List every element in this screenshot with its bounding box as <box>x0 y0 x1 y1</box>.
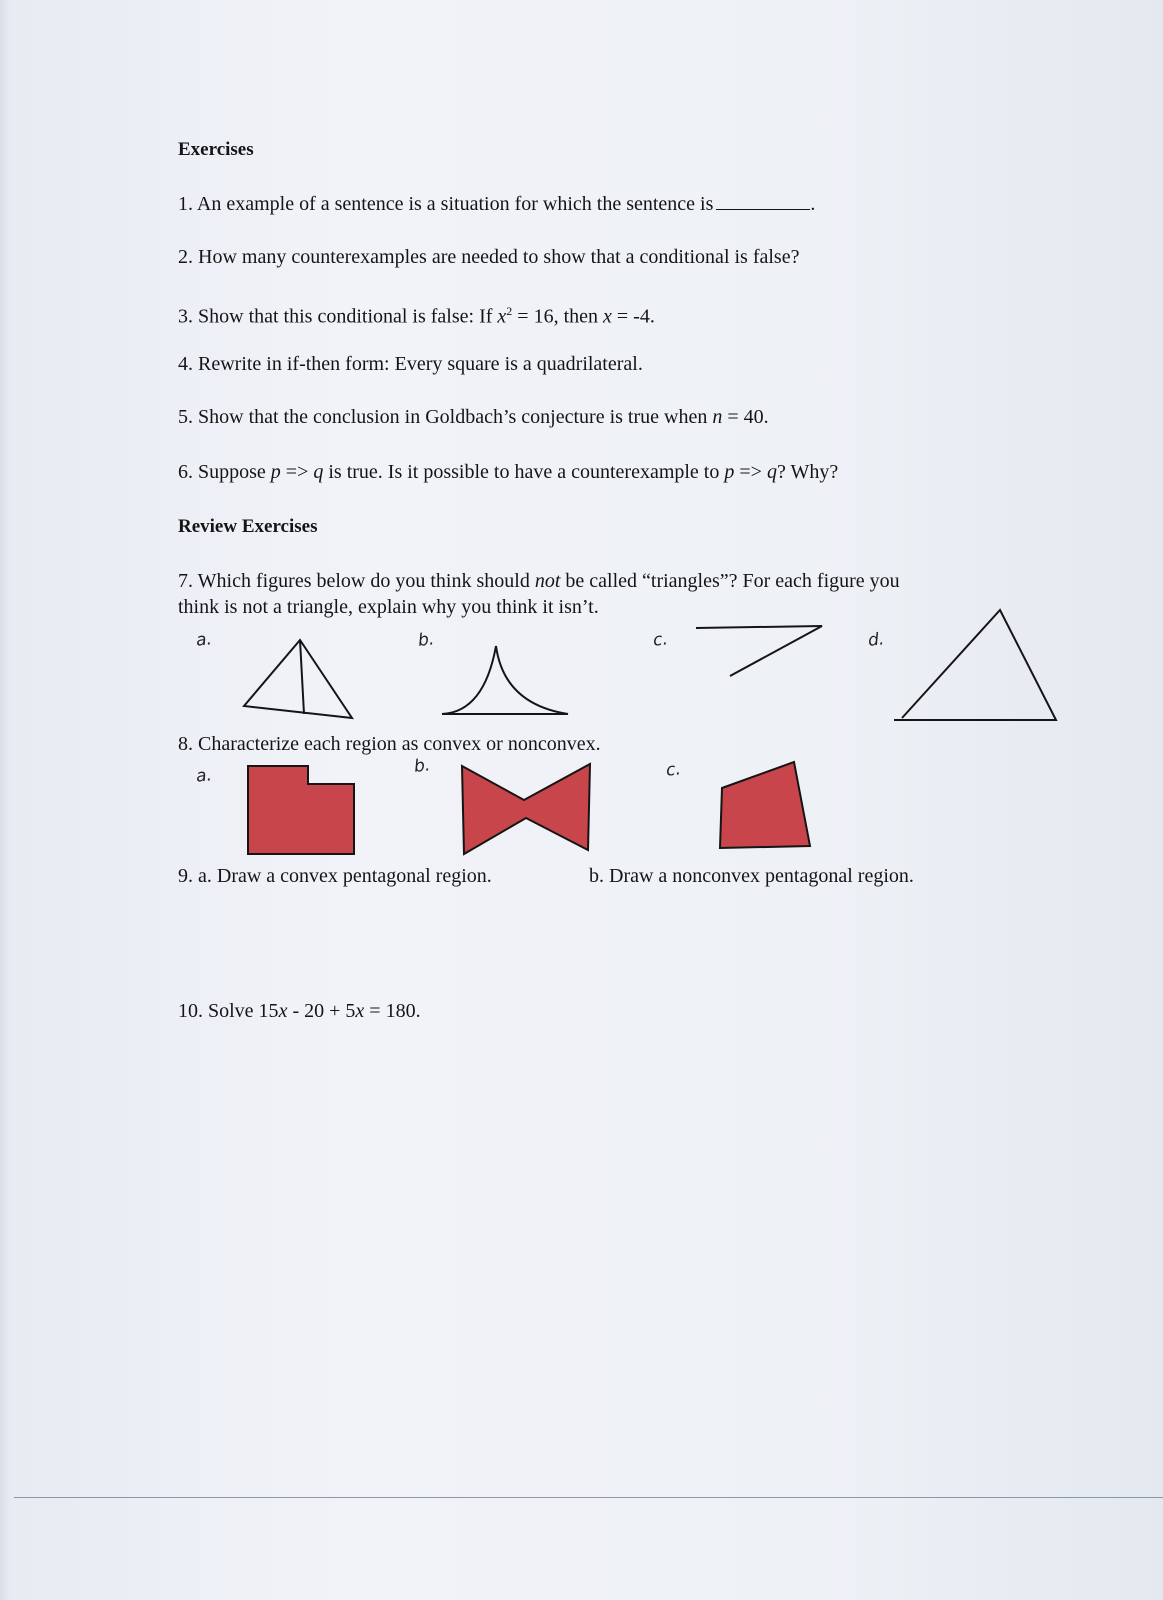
question-4: 4. Rewrite in if-then form: Every square is a quadrilateral. <box>178 353 643 375</box>
q3-var: x <box>603 305 612 328</box>
q3-part: = 16, then <box>512 305 604 328</box>
region-b-bowtie <box>458 760 594 856</box>
q6-var: q <box>766 461 777 483</box>
figure-d-open-triangle <box>888 606 1058 726</box>
q6-part: 6. Suppose <box>178 461 271 483</box>
question-2: 2. How many counterexamples are needed to show that a conditional is false? <box>178 246 800 268</box>
q3-var: x <box>497 305 507 328</box>
region-label-a: a. <box>194 765 213 787</box>
q10-part: 10. Solve 15 <box>178 1000 279 1022</box>
q5-part: = 40. <box>722 406 769 428</box>
q5-part: 5. Show that the conclusion in Goldbach’s conjecture is true when <box>178 406 713 428</box>
q1-end: . <box>810 193 816 215</box>
q7-emphasis: not <box>534 570 561 592</box>
figure-c-triangle <box>690 622 830 682</box>
question-7-line-2: think is not a triangle, explain why you think it isn’t. <box>178 596 599 618</box>
question-5 <box>178 405 769 429</box>
q6-var: q <box>313 461 324 483</box>
figure-a-triangle-with-segment <box>240 636 360 721</box>
q6-part: => <box>280 461 314 483</box>
region-a-l-shape <box>244 762 360 858</box>
scan-bottom-line <box>14 1497 1163 1498</box>
q3-exponent: 2 <box>506 304 513 318</box>
question-7-line-1 <box>178 569 900 593</box>
q7-part: 7. Which figures below do you think should <box>178 570 535 592</box>
region-label-b: b. <box>412 755 432 777</box>
q3-part: = -4. <box>611 305 655 328</box>
region-label-c: c. <box>664 759 682 781</box>
region-c-quadrilateral <box>718 758 814 854</box>
q6-part: => <box>734 461 767 483</box>
review-heading: Review Exercises <box>178 516 318 537</box>
answer-blank <box>716 191 810 210</box>
scan-edge-shadow <box>0 0 10 1600</box>
q6-var: p <box>724 461 735 483</box>
q10-part: - 20 + 5 <box>287 1000 356 1022</box>
q5-var: n <box>712 406 723 428</box>
figure-label-b: b. <box>416 629 436 651</box>
q6-part: is true. Is it possible to have a counterexample to <box>323 461 725 483</box>
figure-label-d: d. <box>866 629 886 651</box>
q3-part: 3. Show that this conditional is false: If <box>178 305 498 328</box>
q10-var: x <box>355 1000 365 1022</box>
q7-part: be called “triangles”? For each figure you <box>560 570 900 592</box>
question-9a: 9. a. Draw a convex pentagonal region. <box>178 865 492 887</box>
figure-b-curved-sides <box>438 640 573 720</box>
q6-part: ? Why? <box>776 461 839 483</box>
question-10 <box>178 999 421 1023</box>
question-6 <box>178 460 838 484</box>
question-1 <box>178 191 815 216</box>
question-3 <box>178 299 655 329</box>
question-8: 8. Characterize each region as convex or nonconvex. <box>178 733 601 755</box>
figure-label-a: a. <box>194 629 213 651</box>
q10-var: x <box>278 1000 288 1022</box>
exercises-heading: Exercises <box>178 139 254 160</box>
q6-var: p <box>270 461 281 483</box>
question-9b: b. Draw a nonconvex pentagonal region. <box>589 865 914 887</box>
q10-part: = 180. <box>364 1000 421 1022</box>
q1-text: 1. An example of a sentence is a situation for which the sentence is <box>178 193 714 215</box>
figure-label-c: c. <box>651 629 669 651</box>
